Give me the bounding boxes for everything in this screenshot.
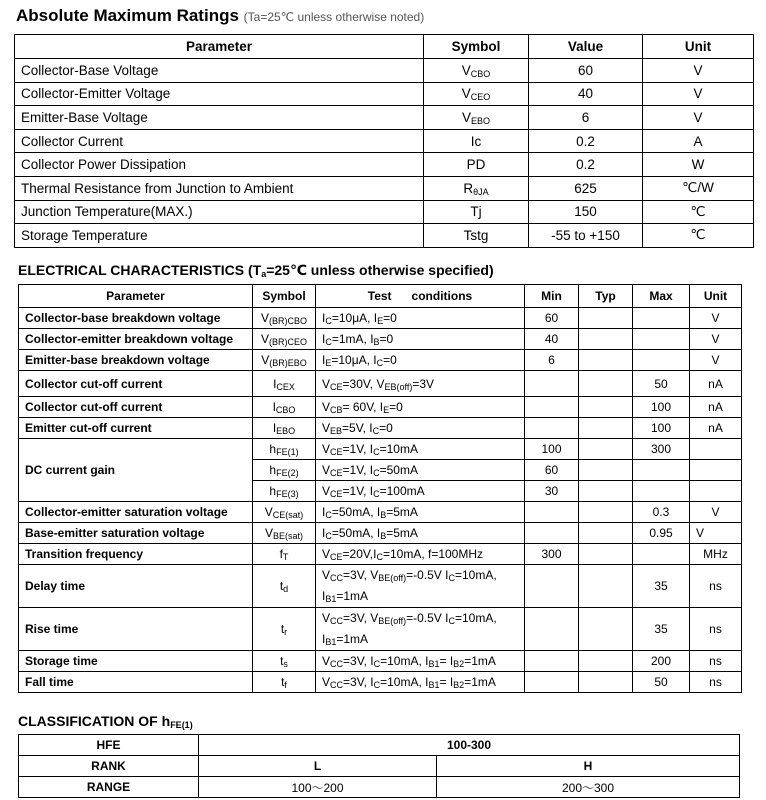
symbol-cell: Tj <box>424 200 529 224</box>
condition-cell: $V_{CC}=3V$, $I_C=10mA$, $I_{B1}= I_{B2}=1mA$ <box>316 672 525 693</box>
max-cell <box>633 460 690 481</box>
header-symbol: Symbol <box>424 35 529 59</box>
symbol-cell: $V_{(BR)CBO}$ <box>253 308 316 329</box>
title-note: (Ta=25℃ unless otherwise noted) <box>243 10 425 24</box>
table-row <box>19 565 742 608</box>
value-cell: 6 <box>529 106 643 130</box>
classification-table <box>18 734 740 798</box>
param-cell: Fall time <box>19 672 253 693</box>
table-row <box>15 82 754 106</box>
table-row <box>19 777 740 798</box>
param-cell: Emitter-base breakdown voltage <box>19 350 253 371</box>
value-cell: 40 <box>529 82 643 106</box>
unit-cell: ns <box>690 608 742 651</box>
symbol-cell: $V_{(BR)EBO}$ <box>253 350 316 371</box>
max-cell: 35 <box>633 608 690 651</box>
unit-cell: ℃ <box>643 224 754 248</box>
table-row <box>15 59 754 83</box>
min-cell: 6 <box>525 350 579 371</box>
condition-cell: $V_{CC}=3V$, $V_{BE(off)}=-0.5V$ $I_C=10mA$, $I_{B1}=1mA$ <box>316 565 525 608</box>
param-cell: Rise time <box>19 608 253 651</box>
unit-cell: V <box>690 350 742 371</box>
condition-cell: $I_C=50mA$, $I_B=5mA$ <box>316 523 525 544</box>
param-cell: Collector Power Dissipation <box>15 153 424 177</box>
table-row <box>19 418 742 439</box>
symbol-cell: $t_f$ <box>253 672 316 693</box>
table-row <box>15 106 754 130</box>
param-cell: Collector Current <box>15 129 424 153</box>
header-typ: Typ <box>579 285 633 308</box>
typ-cell <box>579 308 633 329</box>
header-unit: Unit <box>643 35 754 59</box>
symbol-cell: $V_{CBO}$ <box>424 59 529 83</box>
symbol-cell: $f_T$ <box>253 544 316 565</box>
symbol-cell: $V_{CE(sat)}$ <box>253 502 316 523</box>
table-row <box>19 672 742 693</box>
unit-cell: W <box>643 153 754 177</box>
classification-title: CLASSIFICATION OF $h_{FE(1)}$ <box>18 713 193 730</box>
symbol-cell: $V_{CEO}$ <box>424 82 529 106</box>
param-cell: Collector-emitter breakdown voltage <box>19 329 253 350</box>
range-l: 100～200 <box>199 777 437 798</box>
symbol-cell: $I_{CBO}$ <box>253 397 316 418</box>
table-row <box>19 608 742 651</box>
table-row <box>19 502 742 523</box>
unit-cell: MHz <box>690 544 742 565</box>
table-row <box>15 153 754 177</box>
param-cell: Collector cut-off current <box>19 371 253 397</box>
unit-cell: ℃ <box>643 200 754 224</box>
condition-cell: $V_{CE}=1V$, $I_C=50mA$ <box>316 460 525 481</box>
symbol-cell: PD <box>424 153 529 177</box>
symbol-cell: $R_{\theta JA}$ <box>424 176 529 200</box>
symbol-cell: $h_{FE(3)}$ <box>253 481 316 502</box>
header-symbol: Symbol <box>253 285 316 308</box>
param-cell: Collector cut-off current <box>19 397 253 418</box>
typ-cell <box>579 651 633 672</box>
condition-cell: $I_C=1mA$, $I_B=0$ <box>316 329 525 350</box>
max-cell: 0.3 <box>633 502 690 523</box>
condition-cell: $V_{CE}=1V$, $I_C=100mA$ <box>316 481 525 502</box>
condition-cell: $V_{CB}= 60V$, $I_E=0$ <box>316 397 525 418</box>
min-cell: 300 <box>525 544 579 565</box>
param-cell: Delay time <box>19 565 253 608</box>
table-row <box>19 308 742 329</box>
param-cell: Thermal Resistance from Junction to Ambient <box>15 176 424 200</box>
min-cell <box>525 397 579 418</box>
typ-cell <box>579 481 633 502</box>
typ-cell <box>579 565 633 608</box>
max-cell <box>633 544 690 565</box>
min-cell: 40 <box>525 329 579 350</box>
symbol-cell: Tstg <box>424 224 529 248</box>
table-header-row <box>15 35 754 59</box>
max-cell: 35 <box>633 565 690 608</box>
param-cell: DC current gain <box>19 439 253 502</box>
max-cell <box>633 481 690 502</box>
absolute-max-ratings-title: Absolute Maximum Ratings (Ta=25℃ unless otherwise noted) <box>16 6 425 25</box>
unit-cell: ns <box>690 651 742 672</box>
max-cell: 200 <box>633 651 690 672</box>
typ-cell <box>579 523 633 544</box>
symbol-cell: $I_{EBO}$ <box>253 418 316 439</box>
min-cell: 60 <box>525 460 579 481</box>
typ-cell <box>579 608 633 651</box>
condition-cell: $V_{CC}=3V$, $I_C=10mA$, $I_{B1}= I_{B2}=1mA$ <box>316 651 525 672</box>
value-cell: 150 <box>529 200 643 224</box>
table-row <box>19 756 740 777</box>
max-cell: 50 <box>633 371 690 397</box>
unit-cell: V <box>643 82 754 106</box>
header-max: Max <box>633 285 690 308</box>
symbol-cell: Ic <box>424 129 529 153</box>
condition-cell: $V_{CE}=1V$, $I_C=10mA$ <box>316 439 525 460</box>
unit-cell: V <box>643 106 754 130</box>
value-cell: -55 to +150 <box>529 224 643 248</box>
param-cell: Base-emitter saturation voltage <box>19 523 253 544</box>
typ-cell <box>579 329 633 350</box>
min-cell: 60 <box>525 308 579 329</box>
hfe-value: 100-300 <box>199 735 740 756</box>
unit-cell: V <box>690 523 742 544</box>
max-cell <box>633 350 690 371</box>
unit-cell: V <box>643 59 754 83</box>
param-cell: Collector-Emitter Voltage <box>15 82 424 106</box>
unit-cell: V <box>690 308 742 329</box>
condition-cell: $V_{CE}=20V,I_C=10mA$, f=100MHz <box>316 544 525 565</box>
symbol-cell: $h_{FE(1)}$ <box>253 439 316 460</box>
table-row <box>19 371 742 397</box>
value-cell: 0.2 <box>529 153 643 177</box>
table-row <box>19 397 742 418</box>
param-cell: Transition frequency <box>19 544 253 565</box>
max-cell <box>633 308 690 329</box>
symbol-cell: $I_{CEX}$ <box>253 371 316 397</box>
max-cell: 50 <box>633 672 690 693</box>
symbol-cell: $h_{FE(2)}$ <box>253 460 316 481</box>
param-cell: Collector-Base Voltage <box>15 59 424 83</box>
value-cell: 625 <box>529 176 643 200</box>
symbol-cell: $t_s$ <box>253 651 316 672</box>
absolute-max-ratings-table <box>14 34 754 248</box>
min-cell <box>525 651 579 672</box>
min-cell <box>525 608 579 651</box>
condition-cell: $I_C=10\mu A$, $I_E=0$ <box>316 308 525 329</box>
symbol-cell: $V_{(BR)CEO}$ <box>253 329 316 350</box>
min-cell <box>525 565 579 608</box>
min-cell <box>525 371 579 397</box>
min-cell <box>525 502 579 523</box>
rank-h: H <box>437 756 740 777</box>
table-row <box>15 200 754 224</box>
range-label: RANGE <box>19 777 199 798</box>
param-cell: Storage Temperature <box>15 224 424 248</box>
table-row <box>15 129 754 153</box>
symbol-cell: $t_d$ <box>253 565 316 608</box>
condition-cell: $I_E=10\mu A$, $I_C=0$ <box>316 350 525 371</box>
typ-cell <box>579 502 633 523</box>
max-cell: 300 <box>633 439 690 460</box>
table-row <box>15 176 754 200</box>
symbol-cell: $V_{EBO}$ <box>424 106 529 130</box>
symbol-cell: $V_{BE(sat)}$ <box>253 523 316 544</box>
header-unit: Unit <box>690 285 742 308</box>
hfe-label: HFE <box>19 735 199 756</box>
param-cell: Collector-emitter saturation voltage <box>19 502 253 523</box>
unit-cell: ns <box>690 565 742 608</box>
unit-cell: V <box>690 502 742 523</box>
table-row <box>19 439 742 460</box>
header-value: Value <box>529 35 643 59</box>
typ-cell <box>579 460 633 481</box>
unit-cell <box>690 439 742 460</box>
value-cell: 60 <box>529 59 643 83</box>
typ-cell <box>579 439 633 460</box>
unit-cell <box>690 460 742 481</box>
typ-cell <box>579 397 633 418</box>
typ-cell <box>579 672 633 693</box>
max-cell <box>633 329 690 350</box>
typ-cell <box>579 418 633 439</box>
electrical-characteristics-table <box>18 284 742 693</box>
unit-cell: V <box>690 329 742 350</box>
condition-cell: $I_C=50mA$, $I_B=5mA$ <box>316 502 525 523</box>
typ-cell <box>579 371 633 397</box>
unit-cell: A <box>643 129 754 153</box>
table-row <box>19 651 742 672</box>
rank-label: RANK <box>19 756 199 777</box>
table-row <box>19 544 742 565</box>
header-test-conditions: Test conditions <box>316 285 525 308</box>
param-cell: Collector-base breakdown voltage <box>19 308 253 329</box>
param-cell: Junction Temperature(MAX.) <box>15 200 424 224</box>
condition-cell: $V_{EB}=5V$, $I_C=0$ <box>316 418 525 439</box>
table-row <box>15 224 754 248</box>
unit-cell: ℃/W <box>643 176 754 200</box>
unit-cell: nA <box>690 418 742 439</box>
table-row <box>19 735 740 756</box>
unit-cell <box>690 481 742 502</box>
min-cell <box>525 523 579 544</box>
param-cell: Emitter-Base Voltage <box>15 106 424 130</box>
rank-l: L <box>199 756 437 777</box>
header-parameter: Parameter <box>19 285 253 308</box>
value-cell: 0.2 <box>529 129 643 153</box>
unit-cell: nA <box>690 397 742 418</box>
electrical-characteristics-title: ELECTRICAL CHARACTERISTICS ($T_a=25℃$ unless otherwise specified) <box>18 262 494 279</box>
symbol-cell: $t_r$ <box>253 608 316 651</box>
min-cell <box>525 672 579 693</box>
table-header-row <box>19 285 742 308</box>
max-cell: 0.95 <box>633 523 690 544</box>
min-cell: 30 <box>525 481 579 502</box>
typ-cell <box>579 544 633 565</box>
min-cell: 100 <box>525 439 579 460</box>
table-row <box>19 329 742 350</box>
table-row <box>19 350 742 371</box>
condition-cell: $V_{CE}=30V$, $V_{EB(off)}=3V$ <box>316 371 525 397</box>
max-cell: 100 <box>633 418 690 439</box>
param-cell: Storage time <box>19 651 253 672</box>
unit-cell: nA <box>690 371 742 397</box>
param-cell: Emitter cut-off current <box>19 418 253 439</box>
table-row <box>19 523 742 544</box>
condition-cell: $V_{CC}=3V$, $V_{BE(off)}=-0.5V$ $I_C=10mA$, $I_{B1}=1mA$ <box>316 608 525 651</box>
max-cell: 100 <box>633 397 690 418</box>
min-cell <box>525 418 579 439</box>
range-h: 200～300 <box>437 777 740 798</box>
typ-cell <box>579 350 633 371</box>
header-min: Min <box>525 285 579 308</box>
unit-cell: ns <box>690 672 742 693</box>
header-parameter: Parameter <box>15 35 424 59</box>
